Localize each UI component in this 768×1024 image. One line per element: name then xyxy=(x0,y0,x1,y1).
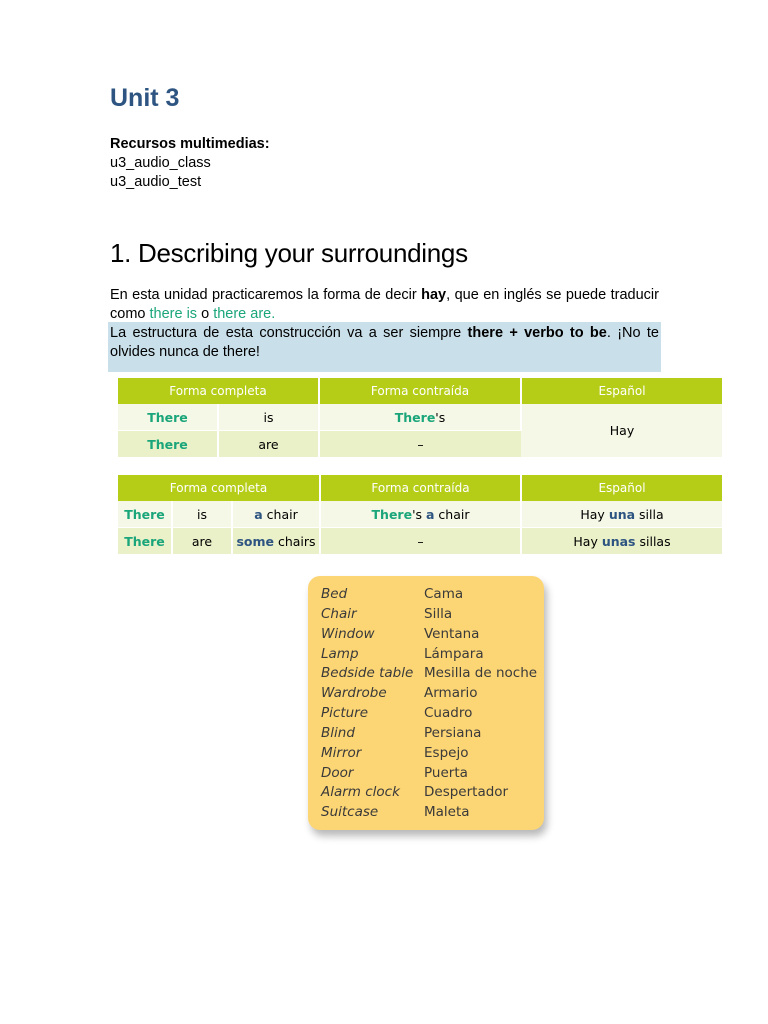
structure-formula: there + verbo to be xyxy=(467,325,607,341)
contracted-noun: chair xyxy=(434,506,470,522)
cell-subject: There xyxy=(118,528,172,555)
cell-contracted: – xyxy=(320,528,521,555)
keyword-there-is: there is xyxy=(149,306,198,322)
spanish-article: unas xyxy=(601,533,636,549)
vocab-item xyxy=(321,606,541,626)
vocab-spanish: Persiana xyxy=(424,725,482,741)
vocab-spanish: Ventana xyxy=(424,626,480,642)
resources-block xyxy=(110,135,270,192)
vocab-spanish: Lámpara xyxy=(424,646,484,662)
vocab-item xyxy=(321,804,541,824)
vocab-spanish: Puerta xyxy=(424,765,468,781)
intro-text: o xyxy=(197,306,214,322)
vocab-spanish: Espejo xyxy=(424,745,469,761)
vocab-item xyxy=(321,745,541,765)
spanish-article: una xyxy=(608,506,636,522)
header-espanol: Español xyxy=(521,475,722,501)
vocab-english: Suitcase xyxy=(321,804,379,820)
vocabulary-card xyxy=(308,576,544,830)
section-title: 1. Describing your surroundings xyxy=(110,238,468,268)
contracted-suffix: 's xyxy=(435,409,446,425)
cell-contracted: – xyxy=(319,431,521,458)
vocab-item xyxy=(321,646,541,666)
object-noun: chair xyxy=(262,506,298,522)
cell-contracted xyxy=(319,404,521,431)
vocab-english: Window xyxy=(321,626,375,642)
resource-item: u3_audio_class xyxy=(110,155,211,171)
vocab-english: Bedside table xyxy=(321,665,414,681)
table-header-row xyxy=(118,475,722,501)
vocab-english: Mirror xyxy=(321,745,362,761)
vocab-item xyxy=(321,705,541,725)
spanish-noun: sillas xyxy=(635,533,671,549)
resources-label: Recursos multimedias: xyxy=(110,136,270,152)
cell-verb: are xyxy=(218,431,319,458)
vocab-english: Lamp xyxy=(321,646,359,662)
contracted-article: a xyxy=(426,506,435,522)
header-espanol: Español xyxy=(521,378,722,404)
cell-object xyxy=(232,528,320,555)
vocab-spanish: Cama xyxy=(424,586,464,602)
spanish-noun: silla xyxy=(635,506,664,522)
vocab-english: Door xyxy=(321,765,354,781)
object-noun: chairs xyxy=(273,533,316,549)
object-article: a xyxy=(254,506,263,522)
vocab-spanish: Armario xyxy=(424,685,478,701)
table-row xyxy=(118,501,722,528)
cell-spanish xyxy=(521,501,722,528)
resource-item: u3_audio_test xyxy=(110,174,202,190)
vocab-item xyxy=(321,765,541,785)
spanish-hay: Hay xyxy=(580,506,609,522)
contracted-there: There xyxy=(371,506,413,522)
intro-paragraph xyxy=(110,286,659,324)
contracted-suffix: 's xyxy=(412,506,426,522)
keyword-there-are: there are. xyxy=(213,306,276,322)
contracted-there: There xyxy=(394,409,436,425)
grammar-table-examples xyxy=(118,475,722,555)
spanish-hay: Hay xyxy=(573,533,602,549)
vocab-english: Bed xyxy=(321,586,348,602)
header-forma-completa: Forma completa xyxy=(118,378,319,404)
table-row xyxy=(118,404,722,431)
vocab-english: Blind xyxy=(321,725,355,741)
object-article: some xyxy=(236,533,274,549)
vocab-spanish: Silla xyxy=(424,606,453,622)
cell-verb: are xyxy=(172,528,232,555)
vocab-item xyxy=(321,685,541,705)
vocab-english: Chair xyxy=(321,606,357,622)
vocab-english: Wardrobe xyxy=(321,685,387,701)
vocab-english: Alarm clock xyxy=(321,784,400,800)
vocab-item xyxy=(321,586,541,606)
cell-spanish: Hay xyxy=(521,404,722,458)
table-header-row xyxy=(118,378,722,404)
keyword-hay: hay xyxy=(421,287,447,303)
table-row xyxy=(118,528,722,555)
structure-paragraph xyxy=(110,324,659,362)
vocab-spanish: Mesilla de noche xyxy=(424,665,538,681)
vocab-english: Picture xyxy=(321,705,369,721)
header-forma-contraida: Forma contraída xyxy=(320,475,521,501)
vocab-item xyxy=(321,626,541,646)
vocab-item xyxy=(321,725,541,745)
grammar-table-basic xyxy=(118,378,722,458)
vocab-spanish: Maleta xyxy=(424,804,470,820)
header-forma-completa: Forma completa xyxy=(118,475,320,501)
intro-text: En esta unidad practicaremos la forma de decir xyxy=(110,287,422,303)
cell-contracted xyxy=(320,501,521,528)
vocab-item xyxy=(321,784,541,804)
structure-text: . ¡No te olvides nunca de there! xyxy=(110,325,659,360)
cell-subject: There xyxy=(118,431,218,458)
cell-object xyxy=(232,501,320,528)
cell-subject: There xyxy=(118,404,218,431)
intro-text: , que en inglés se puede traducir como xyxy=(110,287,659,322)
cell-verb: is xyxy=(172,501,232,528)
header-forma-contraida: Forma contraída xyxy=(319,378,521,404)
structure-text: La estructura de esta construcción va a ser siempre xyxy=(110,325,468,341)
unit-title: Unit 3 xyxy=(110,84,180,112)
cell-spanish xyxy=(521,528,722,555)
vocab-spanish: Cuadro xyxy=(424,705,473,721)
vocab-spanish: Despertador xyxy=(424,784,509,800)
cell-verb: is xyxy=(218,404,319,431)
vocab-item xyxy=(321,665,541,685)
cell-subject: There xyxy=(118,501,172,528)
